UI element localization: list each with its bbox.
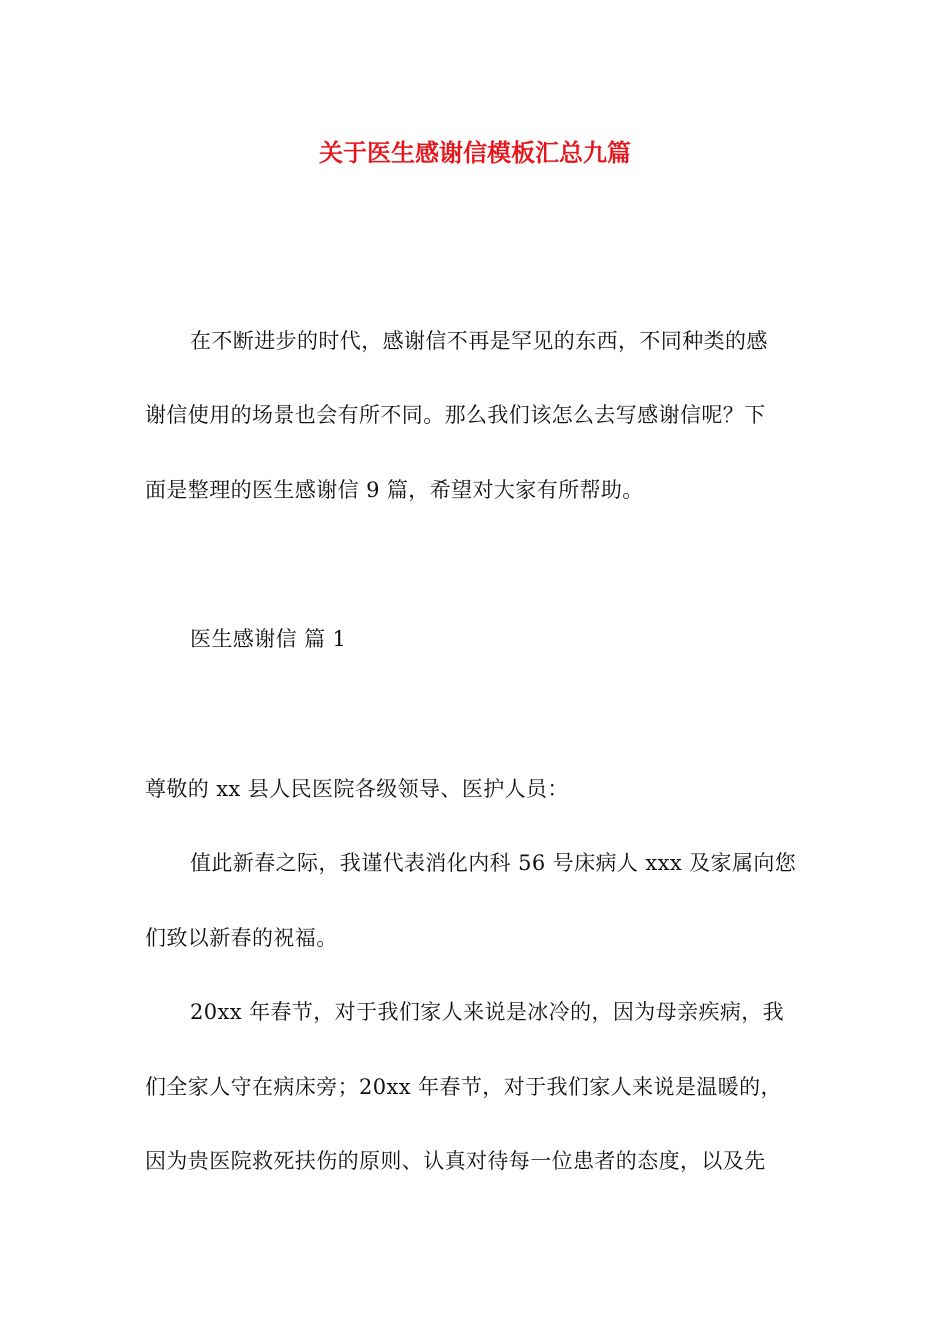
- intro-line: 面是整理的医生感谢信 9 篇，希望对大家有所帮助。: [145, 478, 644, 502]
- intro-line: 在不断进步的时代，感谢信不再是罕见的东西，不同种类的感: [190, 329, 768, 353]
- paragraph-line: 们全家人守在病床旁；20xx 年春节，对于我们家人来说是温暖的，: [145, 1075, 782, 1099]
- intro-line: 谢信使用的场景也会有所不同。那么我们该怎么去写感谢信呢？下: [145, 403, 766, 427]
- paragraph-line: 们致以新春的祝福。: [145, 926, 338, 950]
- paragraph-line: 值此新春之际，我谨代表消化内科 56 号床病人 xxx 及家属向您: [190, 851, 797, 875]
- section-heading: 医生感谢信 篇 1: [190, 627, 347, 651]
- paragraph-line: 20xx 年春节，对于我们家人来说是冰冷的，因为母亲疾病，我: [190, 1000, 785, 1024]
- paragraph-line: 因为贵医院救死扶伤的原则、认真对待每一位患者的态度，以及先: [145, 1149, 766, 1173]
- salutation: 尊敬的 xx 县人民医院各级领导、医护人员：: [145, 777, 569, 801]
- document-title: 关于医生感谢信模板汇总九篇: [319, 138, 631, 167]
